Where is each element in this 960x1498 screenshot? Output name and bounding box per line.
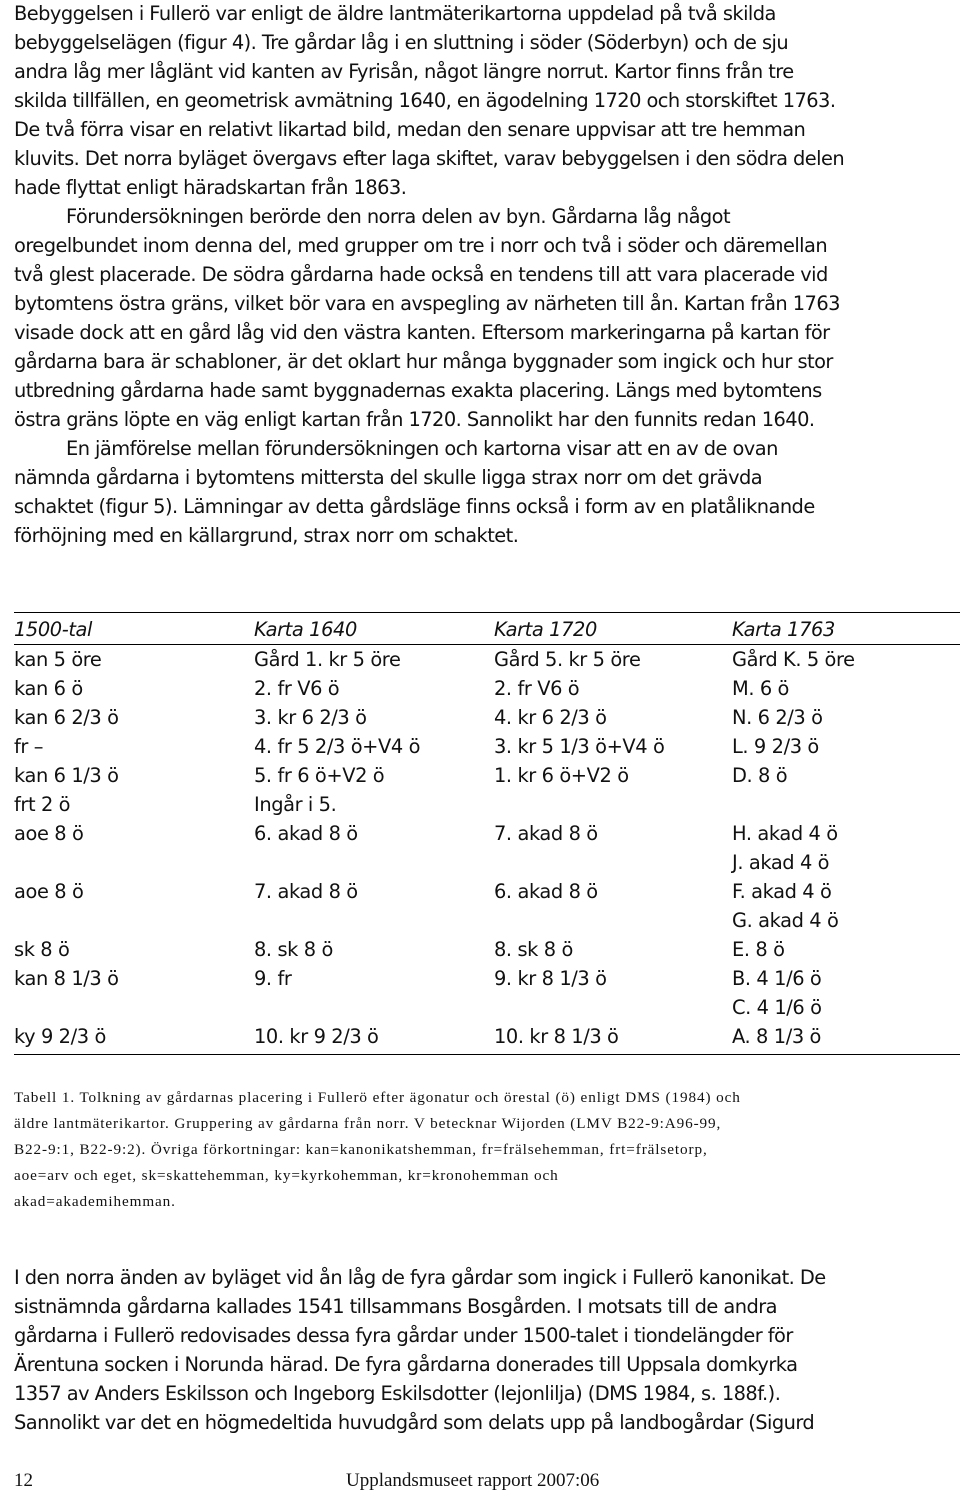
text-line: gårdarna bara är schabloner, är det oklart hur många byggnader som ingick och hur stor	[14, 350, 833, 373]
table-cell: frt 2 ö	[14, 793, 71, 816]
table-cell: kan 6 2/3 ö	[14, 706, 119, 729]
table-cell: M. 6 ö	[732, 677, 790, 700]
text-line: bytomtens östra gräns, vilket bör vara en avspegling av närheten till ån. Kartan från 1763	[14, 292, 840, 315]
text-line: östra gräns löpte en väg enligt kartan från 1720. Sannolikt har den funnits redan 1640.	[14, 408, 815, 431]
text-line: skilda tillfällen, en geometrisk avmätning 1640, en ägodelning 1720 och storskiftet 1763.	[14, 89, 836, 112]
table-cell: Gård K. 5 öre	[732, 648, 855, 671]
table-cell: C. 4 1/6 ö	[732, 996, 822, 1019]
table-cell: 1. kr 6 ö+V2 ö	[494, 764, 629, 787]
table-cell: kan 6 ö	[14, 677, 83, 700]
text-line: 1357 av Anders Eskilsson och Ingeborg Eskilsdotter (lejonlilja) (DMS 1984, s. 188f.).	[14, 1382, 781, 1405]
caption-line: äldre lantmäterikartor. Gruppering av gårdarna från norr. V betecknar Wijorden (LMV B22-9:A96-99,	[14, 1115, 722, 1132]
table-cell: 2. fr V6 ö	[494, 677, 580, 700]
table-cell: Gård 5. kr 5 öre	[494, 648, 641, 671]
text-line: En jämförelse mellan förundersökningen och kartorna visar att en av de ovan	[66, 437, 778, 460]
text-line: nämnda gårdarna i bytomtens mittersta del skulle ligga strax norr om det grävda	[14, 466, 763, 489]
table-cell: 6. akad 8 ö	[254, 822, 358, 845]
table-header-cell: Karta 1720	[494, 618, 597, 641]
text-line: Förundersökningen berörde den norra delen av byn. Gårdarna låg något	[66, 205, 731, 228]
table-cell: A. 8 1/3 ö	[732, 1025, 821, 1048]
table-cell: F. akad 4 ö	[732, 880, 832, 903]
caption-line: akad=akademihemman.	[14, 1193, 176, 1210]
report-title: Upplandsmuseet rapport 2007:06	[346, 1470, 600, 1491]
table-cell: 9. fr	[254, 967, 292, 990]
caption-line: aoe=arv och eget, sk=skattehemman, ky=kyrkohemman, kr=kronohemman och	[14, 1167, 559, 1184]
text-line: andra låg mer låglänt vid kanten av Fyrisån, något längre norrut. Kartor finns från tre	[14, 60, 794, 83]
table-cell: L. 9 2/3 ö	[732, 735, 819, 758]
table-cell: 4. kr 6 2/3 ö	[494, 706, 607, 729]
caption-line: B22-9:1, B22-9:2). Övriga förkortningar: kan=kanonikatshemman, fr=frälsehemman, frt=frälsetorp,	[14, 1141, 708, 1158]
table-cell: kan 8 1/3 ö	[14, 967, 119, 990]
table-cell: J. akad 4 ö	[732, 851, 830, 874]
table-cell: kan 6 1/3 ö	[14, 764, 119, 787]
table-cell: 2. fr V6 ö	[254, 677, 340, 700]
table-header-cell: 1500-tal	[14, 618, 93, 641]
table-cell: 7. akad 8 ö	[494, 822, 598, 845]
text-line: I den norra änden av byläget vid ån låg de fyra gårdar som ingick i Fullerö kanonikat. De	[14, 1266, 826, 1289]
text-line: utbredning gårdarna hade samt byggnadernas exakta placering. Längs med bytomtens	[14, 379, 822, 402]
table-cell: aoe 8 ö	[14, 822, 84, 845]
table-header-cell: Karta 1640	[254, 618, 357, 641]
table-cell: fr –	[14, 735, 44, 758]
table-cell: sk 8 ö	[14, 938, 70, 961]
table-cell: Ingår i 5.	[254, 793, 337, 816]
text-line: sistnämnda gårdarna kallades 1541 tillsammans Bosgården. I motsats till de andra	[14, 1295, 777, 1318]
text-line: hade flyttat enligt häradskartan från 1863.	[14, 176, 407, 199]
table-cell: 3. kr 6 2/3 ö	[254, 706, 367, 729]
table-cell: 8. sk 8 ö	[494, 938, 573, 961]
table-cell: B. 4 1/6 ö	[732, 967, 822, 990]
table-cell: D. 8 ö	[732, 764, 788, 787]
table-cell: aoe 8 ö	[14, 880, 84, 903]
text-line: bebyggelselägen (figur 4). Tre gårdar låg i en sluttning i söder (Söderbyn) och de sju	[14, 31, 789, 54]
table-cell: 9. kr 8 1/3 ö	[494, 967, 607, 990]
table-top-rule	[14, 612, 960, 613]
table-cell: 8. sk 8 ö	[254, 938, 333, 961]
text-line: De två förra visar en relativt likartad bild, medan den senare uppvisar att tre hemman	[14, 118, 806, 141]
text-line: oregelbundet inom denna del, med grupper om tre i norr och två i söder och däremellan	[14, 234, 828, 257]
caption-line: Tabell 1. Tolkning av gårdarnas placering i Fullerö efter ägonatur och örestal (ö) enligt DMS (1984) och	[14, 1089, 741, 1106]
table-cell: 5. fr 6 ö+V2 ö	[254, 764, 385, 787]
table-cell: N. 6 2/3 ö	[732, 706, 823, 729]
table-cell: 10. kr 9 2/3 ö	[254, 1025, 379, 1048]
table-cell: Gård 1. kr 5 öre	[254, 648, 401, 671]
text-line: gårdarna i Fullerö redovisades dessa fyra gårdar under 1500-talet i tiondelängder för	[14, 1324, 793, 1347]
table-cell: kan 5 öre	[14, 648, 102, 671]
table-cell: 7. akad 8 ö	[254, 880, 358, 903]
text-line: schaktet (figur 5). Lämningar av detta gårdsläge finns också i form av en platåliknande	[14, 495, 815, 518]
table-header-cell: Karta 1763	[732, 618, 835, 641]
table-cell: 4. fr 5 2/3 ö+V4 ö	[254, 735, 421, 758]
text-line: visade dock att en gård låg vid den västra kanten. Eftersom markeringarna på kartan för	[14, 321, 830, 344]
text-line: kluvits. Det norra byläget övergavs efter laga skiftet, varav bebyggelsen i den södra delen	[14, 147, 845, 170]
table-cell: H. akad 4 ö	[732, 822, 838, 845]
table-cell: E. 8 ö	[732, 938, 785, 961]
text-line: Bebyggelsen i Fullerö var enligt de äldre lantmäterikartorna uppdelad på två skilda	[14, 2, 776, 25]
text-line: två glest placerade. De södra gårdarna hade också en tendens till att vara placerade vid	[14, 263, 828, 286]
table-cell: G. akad 4 ö	[732, 909, 839, 932]
table-cell: 10. kr 8 1/3 ö	[494, 1025, 619, 1048]
page-number: 12	[14, 1470, 33, 1491]
table-cell: ky 9 2/3 ö	[14, 1025, 106, 1048]
table-cell: 3. kr 5 1/3 ö+V4 ö	[494, 735, 665, 758]
table-bottom-rule	[14, 1054, 960, 1055]
text-line: Sannolikt var det en högmedeltida huvudgård som delats upp på landbogårdar (Sigurd	[14, 1411, 815, 1434]
text-line: Ärentuna socken i Norunda härad. De fyra gårdarna donerades till Uppsala domkyrka	[14, 1353, 798, 1376]
table-cell: 6. akad 8 ö	[494, 880, 598, 903]
table-header-rule	[14, 644, 960, 645]
text-line: förhöjning med en källargrund, strax norr om schaktet.	[14, 524, 519, 547]
